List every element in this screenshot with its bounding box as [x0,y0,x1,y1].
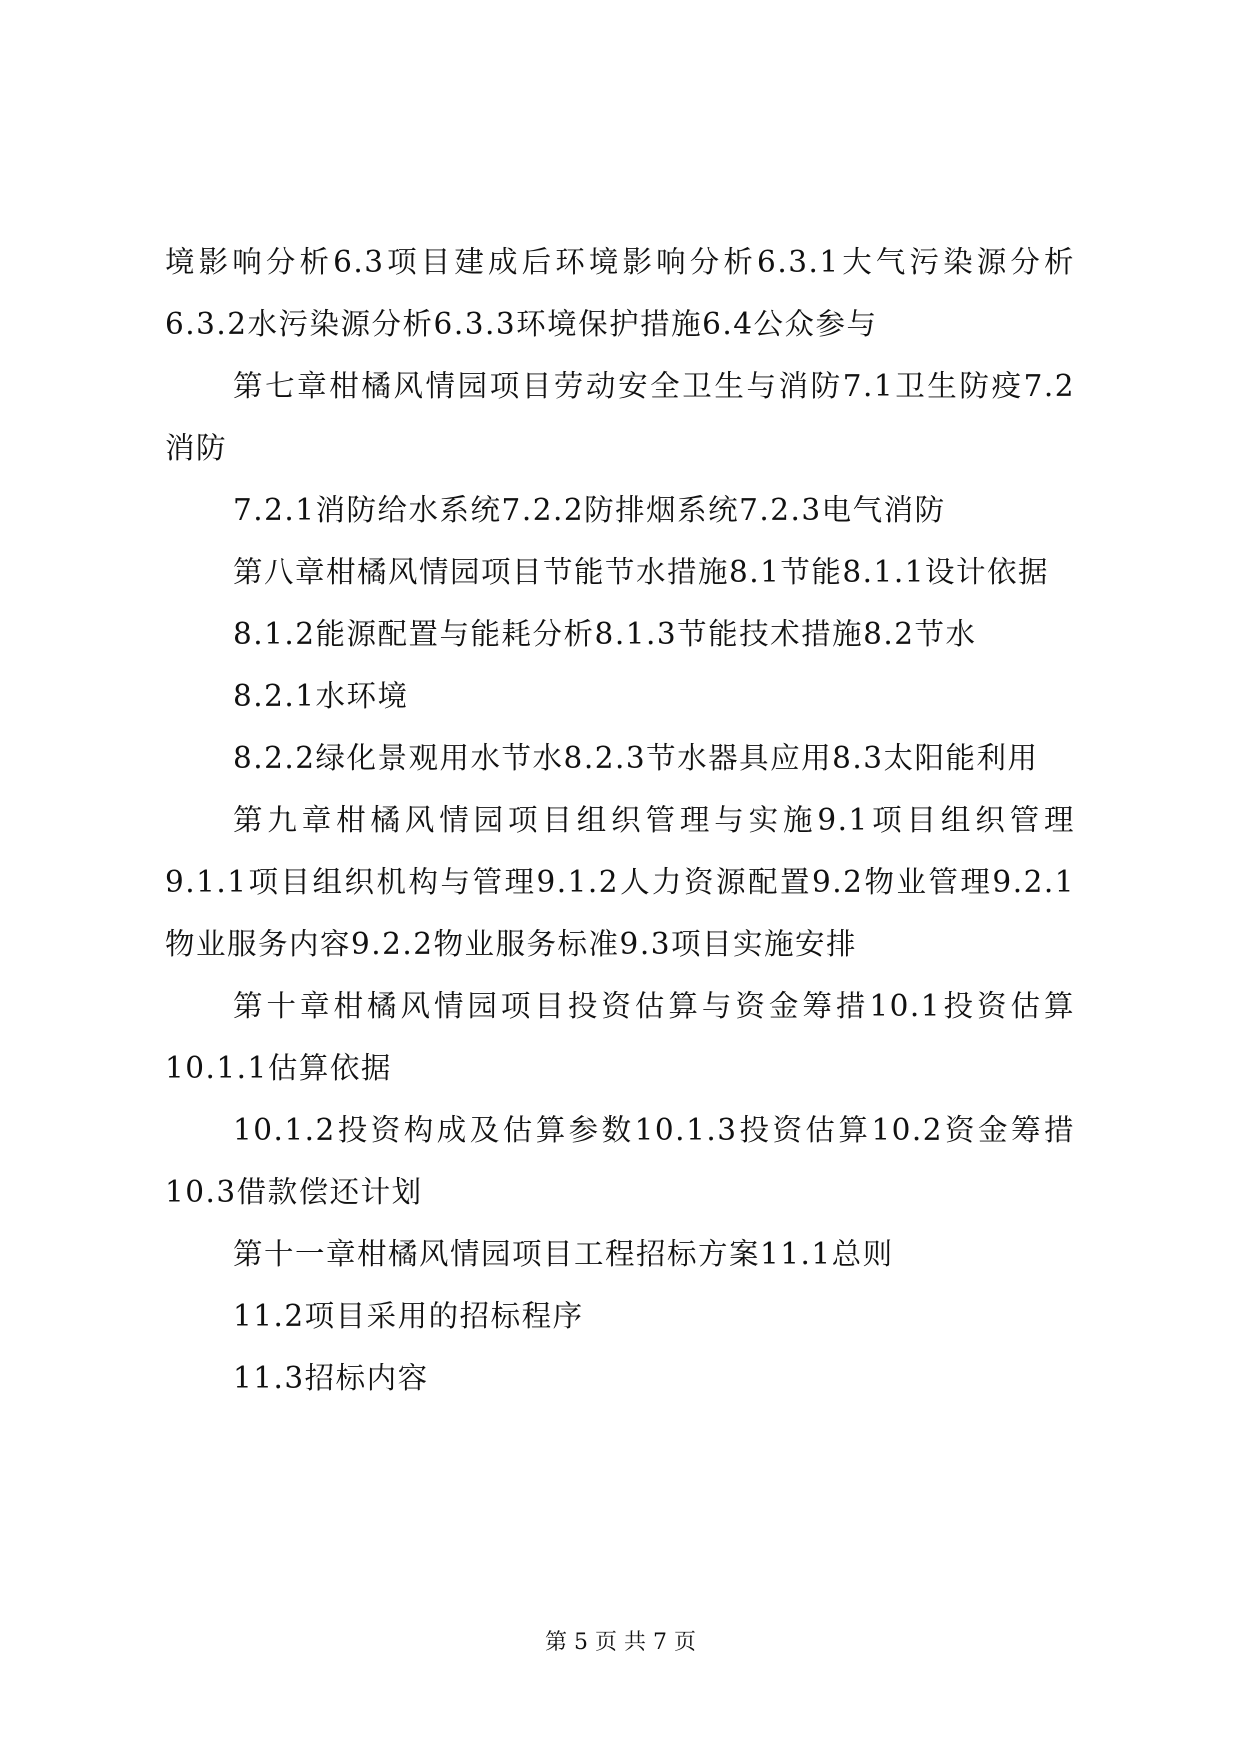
paragraph-12: 11.2项目采用的招标程序 [233,1299,584,1333]
page-number-label: 第 5 页 共 7 页 [545,1630,696,1655]
paragraph-9: 第十章柑橘风情园项目投资估算与资金筹措10.1投资估算10.1.1估算依据 [165,989,1075,1085]
paragraph-5: 8.1.2能源配置与能耗分析8.1.3节能技术措施8.2节水 [233,617,977,651]
paragraph-7: 8.2.2绿化景观用水节水8.2.3节水器具应用8.3太阳能利用 [233,741,1039,775]
paragraph-2: 第七章柑橘风情园项目劳动安全卫生与消防7.1卫生防疫7.2消防 [165,369,1075,465]
paragraph-13: 11.3招标内容 [233,1361,429,1395]
page-footer [0,1628,1241,1658]
paragraph-4: 第八章柑橘风情园项目节能节水措施8.1节能8.1.1设计依据 [233,555,1049,589]
paragraph-6: 8.2.1水环境 [233,679,409,713]
paragraph-8: 第九章柑橘风情园项目组织管理与实施9.1项目组织管理9.1.1项目组织机构与管理9.1.2人力资源配置9.2物业管理9.2.1物业服务内容9.2.2物业服务标准9.3项目实施安排 [165,803,1075,961]
paragraph-11: 第十一章柑橘风情园项目工程招标方案11.1总则 [233,1237,894,1271]
document-body [165,231,1075,1409]
paragraph-1: 境影响分析6.3项目建成后环境影响分析6.3.1大气污染源分析6.3.2水污染源分析6.3.3环境保护措施6.4公众参与 [165,245,1075,341]
paragraph-3: 7.2.1消防给水系统7.2.2防排烟系统7.2.3电气消防 [233,493,946,527]
paragraph-10: 10.1.2投资构成及估算参数10.1.3投资估算10.2资金筹措10.3借款偿还计划 [165,1113,1075,1209]
